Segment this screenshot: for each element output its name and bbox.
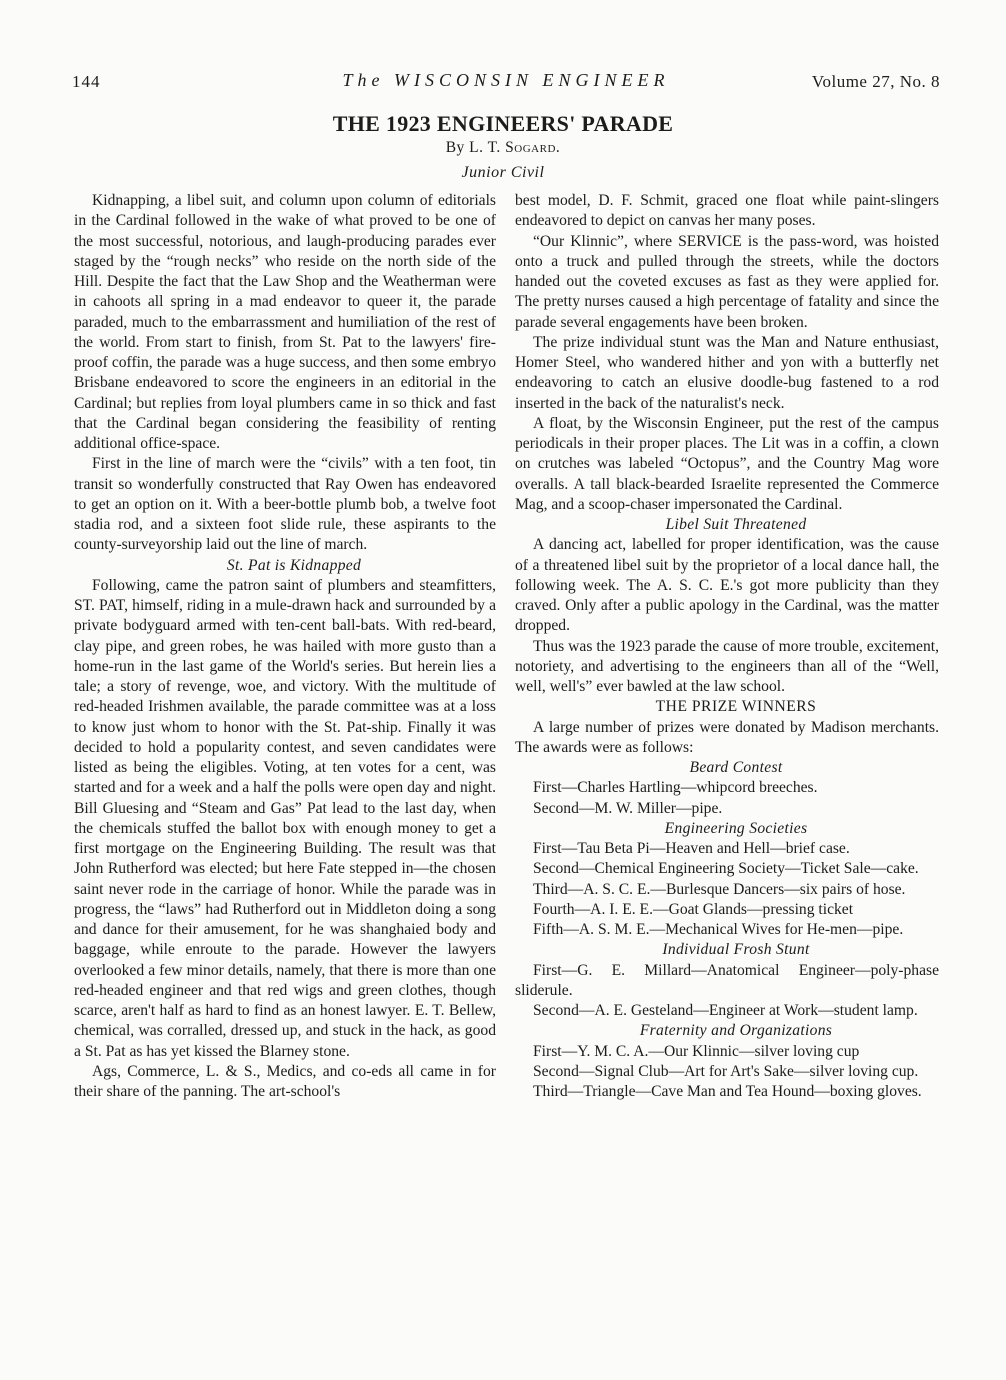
article-title: THE 1923 ENGINEERS' PARADE [332,111,674,136]
prize-entry: Second—Signal Club—Art for Art's Sake—silver loving cup. [533,1062,919,1080]
prize-entry: First—G. E. Millard—Anatomical Engineer—poly-phase sliderule. [515,961,939,999]
prize-entry: Third—Triangle—Cave Man and Tea Hound—boxing gloves. [533,1083,922,1100]
prize-entry: Fifth—A. S. M. E.—Mechanical Wives for He-men—pipe. [533,921,904,938]
running-head [72,70,940,98]
section-subhead: St. Pat is Kidnapped [226,556,362,574]
paragraph: Thus was the 1923 parade the cause of more trouble, excitement, notoriety, and advertising to the engineers than all of the “Well, well, well's” ever bawled at the law school. [515,637,939,695]
prize-entry: Second—Chemical Engineering Society—Ticket Sale—cake. [533,860,919,878]
left-column [74,191,496,1102]
paragraph: A float, by the Wisconsin Engineer, put the rest of the campus periodicals in their proper places. The Lit was in a coffin, a clown on crutches was labeled “Octopus”, and the Country Mag wore overalls. A tall black-bearded Israelite represented the Commerce Mag, and a scoop-chaser impersonated the Cardinal. [515,414,939,513]
byline [0,139,1006,157]
page-number: 144 [72,72,101,91]
paragraph: Ags, Commerce, L. & S., Medics, and co-eds all came in for their share of the panning. The art-school's [74,1062,496,1100]
prize-category: Individual Frosh Stunt [662,941,810,959]
section-heading: THE PRIZE WINNERS [655,698,817,716]
prize-entry: Second—A. E. Gesteland—Engineer at Work—student lamp. [533,1002,918,1019]
prize-entry: First—Tau Beta Pi—Heaven and Hell—brief case. [533,840,850,857]
prize-entry: Second—M. W. Miller—pipe. [533,799,723,817]
prize-category: Beard Contest [689,759,783,776]
paragraph: A large number of prizes were donated by Madison merchants. The awards were as follows: [515,718,939,756]
paragraph: Kidnapping, a libel suit, and column upon column of editorials in the Cardinal followed in the wake of what proved to be one of the most successful, notorious, and laugh-producing parades ever staged by the “rough necks” who reside on the north side of the Hill. Despite the fact that the Law Shop and the Weatherman were in cahoots all spring in a mad endeavor to queer it, the parade paraded, much to the embarrassment and humiliation of the rest of the world. From start to finish, from St. Pat to the lawyers' fire-proof coffin, the parade was a huge success, and then some embryo Brisbane endeavored to score the engineers in an editorial in the Cardinal; but replies from loyal plumbers came in so thick and fast that the Cardinal began considering the feasibility of renting additional office-space. [74,192,496,452]
right-column [515,191,939,1102]
paragraph: A dancing act, labelled for proper identification, was the cause of a threatened libel suit by the proprietor of a local dance hall, the following week. The A. S. C. E.'s got more publicity than they craved. Only after a public apology in the Cardinal, was the matter dropped. [515,536,939,635]
volume-info: Volume 27, No. 8 [811,72,940,91]
byline-prefix: By [445,139,465,156]
prize-category: Engineering Societies [664,819,808,837]
section-subhead: Libel Suit Threatened [665,516,807,533]
prize-entry: Third—A. S. C. E.—Burlesque Dancers—six pairs of hose. [533,880,906,898]
prize-entry: First—Y. M. C. A.—Our Klinnic—silver loving cup [533,1042,860,1060]
author-name: L. T. Sogard. [469,139,561,156]
journal-title: The WISCONSIN ENGINEER [342,70,670,90]
paragraph: Following, came the patron saint of plumbers and steamfitters, ST. PAT, himself, riding in a mule-drawn hack and surrounded by a private bodyguard armed with ten-cent ball-bats. With red-beard, clay pipe, and green robes, he was hailed with more gusto than a home-run in the last game of the World's series. But herein lies a tale; a story of revenge, woe, and victory. With the multitude of red-headed Irishmen available, the parade committee was at a loss to know just whom to honor with the St. Pat-ship. Finally it was decided to hold a popularity contest, and seven candidates were listed as being the eligibles. Voting, at ten votes for a cent, was started and for a week and a half the polls were open day and night. Bill Gluesing and “Steam and Gas” Pat lead to the last day, when the chemicals stuffed the ballot box with enough money to get a first mortgage on the Engineering Building. The result was that John Rutherford was elected; but here Fate stepped in—the chosen saint never rode in the carriage of honor. While the parade was in progress, the “laws” had Rutherford out in Middleton doing a song and dance for their amusement, for he was shanghaied body and baggage, while enroute to the parade. However the lawyers overlooked a few minor details, namely, that there is more than one red-headed engineer and that red wigs and green clothes, though scarce, aren't half as hard to find as an honest lawyer. E. T. Bellew, chemical, was corralled, dressed up, and stuck in the hack, as good a St. Pat as has yet kissed the Blarney stone. [74,576,496,1060]
prize-category: Fraternity and Organizations [639,1022,833,1040]
prize-entry: Fourth—A. I. E. E.—Goat Glands—pressing ticket [533,900,854,918]
paragraph: “Our Klinnic”, where SERVICE is the pass-word, was hoisted onto a truck and pulled through the streets, while the doctors handed out the coveted excuses as fast as they were applied for. The pretty nurses caused a high percentage of fatality and since the parade several engagements have been broken. [515,232,939,331]
paragraph: First in the line of march were the “civils” with a ten foot, tin transit so wonderfully constructed that Ray Owen has endeavored to get an option on it. With a beer-bottle plumb bob, a twelve foot stadia rod, and a sixteen foot slide rule, these aspirants to the county-surveyorship laid out the line of march. [74,455,496,554]
paragraph: The prize individual stunt was the Man and Nature enthusiast, Homer Steel, who wandered hither and yon with a butterfly net endeavoring to catch an elusive doodle-bug fastened to a rod inserted in the back of the naturalist's neck. [515,333,939,412]
paragraph: best model, D. F. Schmit, graced one float while paint-slingers endeavored to depict on canvas her many poses. [515,192,939,230]
prize-entry: First—Charles Hartling—whipcord breeches. [533,779,818,797]
author-affiliation: Junior Civil [461,164,545,181]
